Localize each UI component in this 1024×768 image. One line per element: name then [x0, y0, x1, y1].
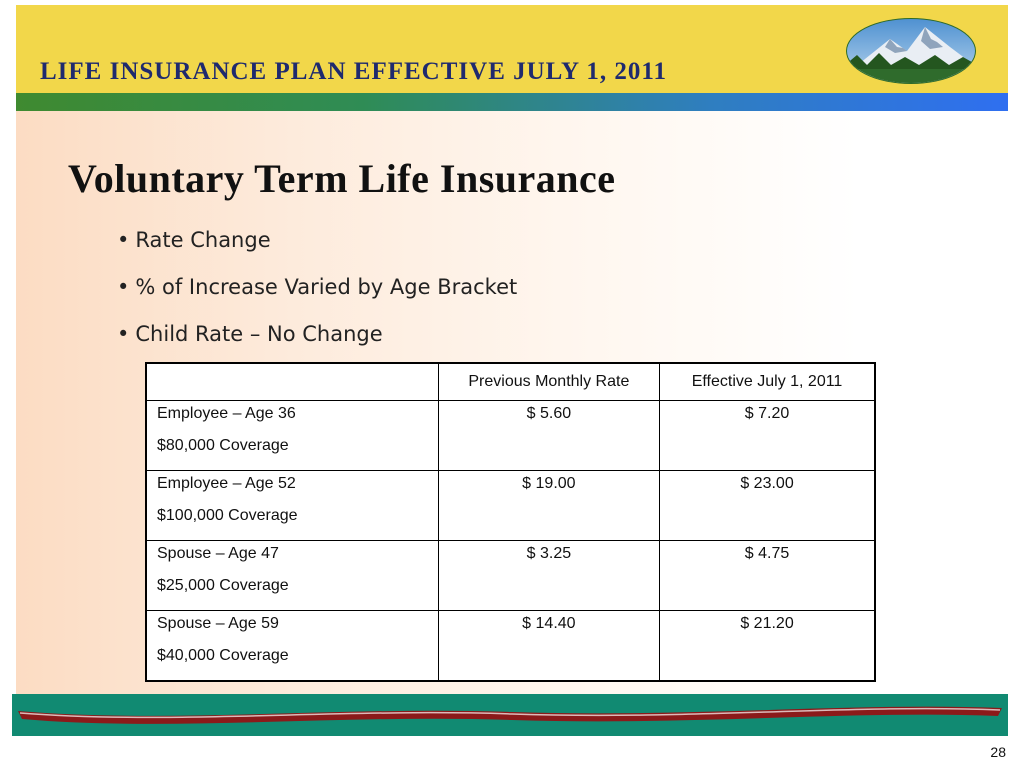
person-cell [146, 401, 438, 471]
rates-table [145, 362, 876, 682]
person-label: Spouse – Age 59 [157, 615, 279, 632]
person-label: Employee – Age 36 [157, 405, 296, 422]
footer-wave-ribbon [12, 694, 1008, 736]
slide-title: Voluntary Term Life Insurance [68, 156, 616, 201]
header-title: LIFE INSURANCE PLAN EFFECTIVE JULY 1, 2011 [40, 58, 668, 85]
effective-rate-cell: $ 4.75 [660, 541, 875, 611]
table-row [146, 541, 875, 611]
person-cell [146, 541, 438, 611]
person-cell [146, 611, 438, 682]
person-label: Spouse – Age 47 [157, 545, 279, 562]
header-stripe [16, 93, 1008, 111]
column-header-effective-rate: Effective July 1, 2011 [660, 363, 875, 401]
person-label: Employee – Age 52 [157, 475, 296, 492]
effective-rate-cell: $ 21.20 [660, 611, 875, 682]
bullet-item: • % of Increase Varied by Age Bracket [117, 269, 517, 316]
table-row [146, 471, 875, 541]
table-header-row [146, 363, 875, 401]
bullet-item: • Rate Change [117, 222, 517, 269]
table-row [146, 611, 875, 682]
person-cell [146, 471, 438, 541]
effective-rate-cell: $ 7.20 [660, 401, 875, 471]
page-number: 28 [990, 744, 1006, 760]
previous-rate-cell: $ 14.40 [438, 611, 659, 682]
coverage-label: $100,000 Coverage [157, 507, 298, 524]
table-row [146, 401, 875, 471]
previous-rate-cell: $ 5.60 [438, 401, 659, 471]
bullet-list [117, 222, 517, 363]
column-header-previous-rate: Previous Monthly Rate [438, 363, 659, 401]
coverage-label: $25,000 Coverage [157, 577, 289, 594]
coverage-label: $80,000 Coverage [157, 437, 289, 454]
mountain-landscape-icon [845, 17, 977, 85]
coverage-label: $40,000 Coverage [157, 647, 289, 664]
effective-rate-cell: $ 23.00 [660, 471, 875, 541]
previous-rate-cell: $ 19.00 [438, 471, 659, 541]
previous-rate-cell: $ 3.25 [438, 541, 659, 611]
column-header-empty [146, 363, 438, 401]
bullet-item: • Child Rate – No Change [117, 316, 517, 363]
